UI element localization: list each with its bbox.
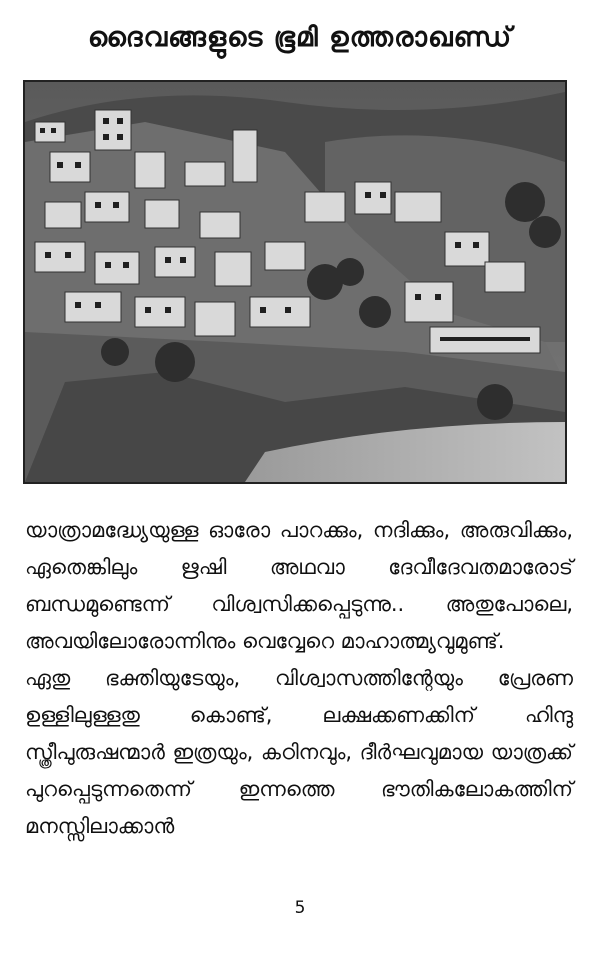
body-text bbox=[25, 512, 573, 845]
paragraph: ഏതു ഭക്തിയുടേയും, വിശ്വാസത്തിന്റേയും പ്രേരണ ഉള്ളിലുള്ളതു കൊണ്ട്, ലക്ഷക്കണക്കിന് ഹിന്ദു സ്ത്രീപുരുഷന്മാർ ഇത്രയും, കഠിനവും, ദീർഘവുമായ യാത്രക്ക് പുറപ്പെടുന്നതെന്ന് ഇന്നത്തെ ഭൗതികലോകത്തിന് മനസ്സിലാക്കാൻ bbox=[25, 666, 573, 838]
page-number: 5 bbox=[294, 898, 306, 918]
paragraph: യാത്രാമദ്ധ്യേയുള്ള ഓരോ പാറക്കും, നദിക്കും, അരുവിക്കും, ഏതെങ്കിലും ഋഷി അഥവാ ദേവീദേവതമാരോട് ബന്ധമുണ്ടെന്ന് വിശ്വസിക്കപ്പെടുന്നു.. അതുപോലെ, അവയിലോരോന്നിനും വെവ്വേറെ മാഹാത്മ്യവുമുണ്ട്. bbox=[25, 518, 573, 653]
hillside-town-photo bbox=[23, 80, 567, 484]
photo-illustration bbox=[25, 82, 565, 482]
page-title: ദൈവങ്ങളുടെ ഭൂമി ഉത്തരാഖണ്ഡ് bbox=[87, 22, 513, 53]
